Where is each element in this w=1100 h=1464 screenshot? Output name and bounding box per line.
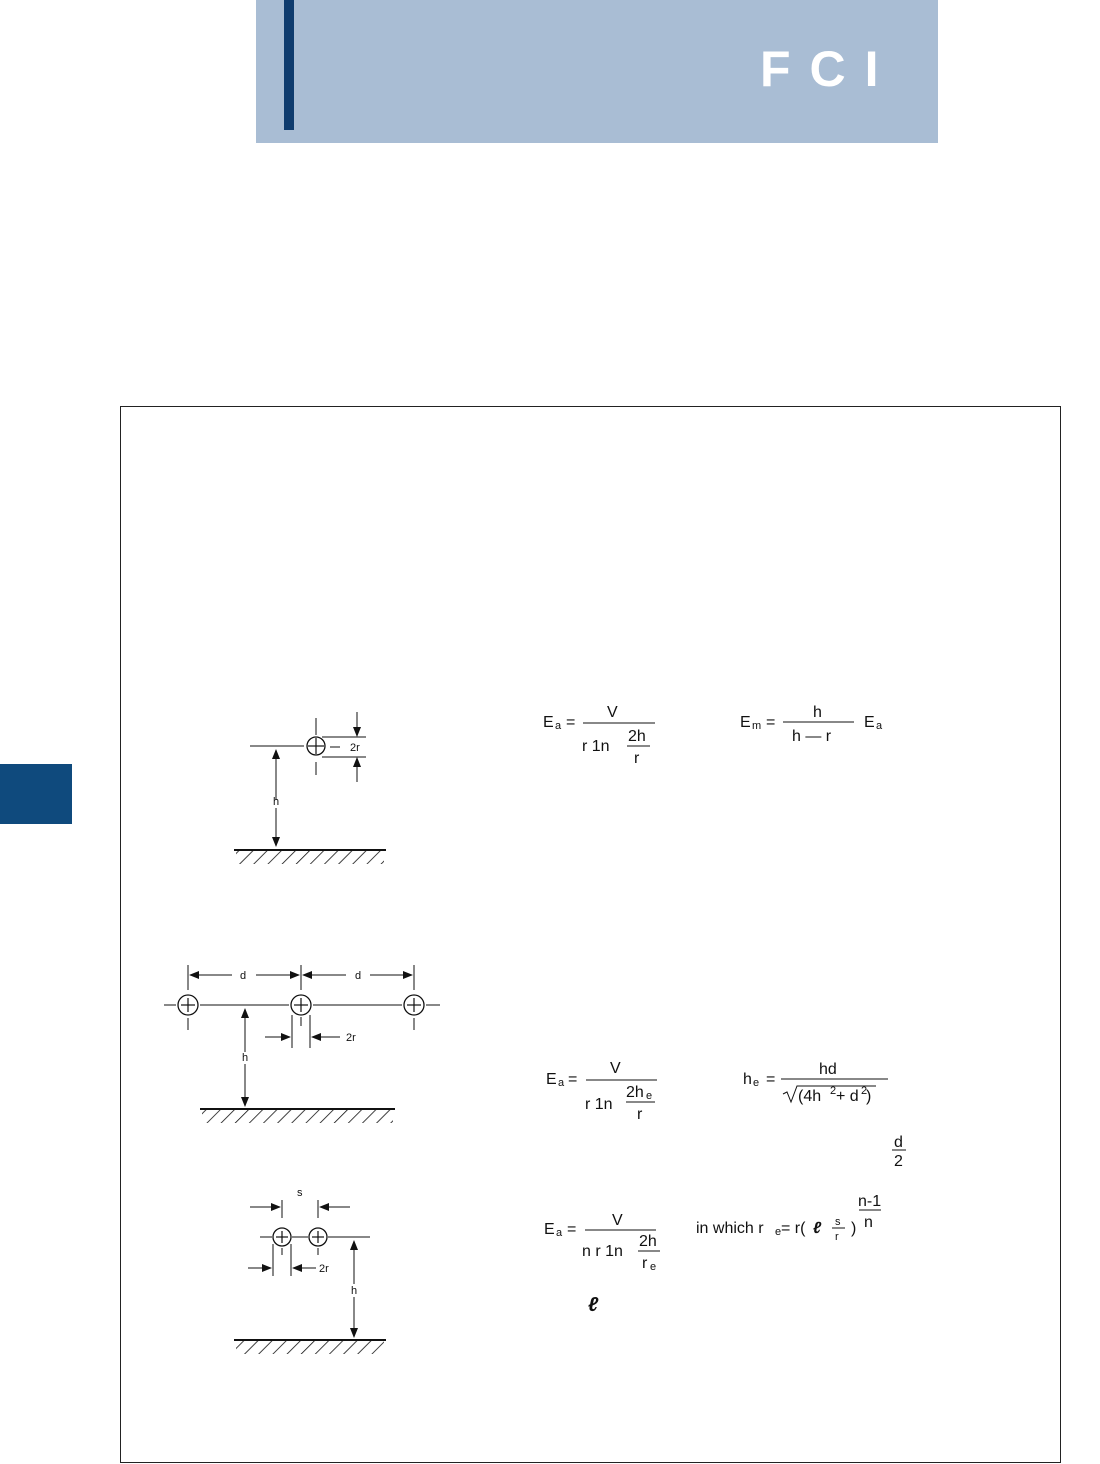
fraction-d-over-2	[892, 1134, 906, 1170]
svg-text:E: E	[543, 714, 554, 731]
svg-text:=: =	[566, 714, 576, 731]
svg-text:2: 2	[830, 1085, 837, 1097]
spacing-s-label: s	[297, 1187, 303, 1199]
svg-text:2h: 2h	[628, 728, 646, 745]
height-label-3: h	[351, 1285, 358, 1297]
svg-text:): )	[866, 1088, 872, 1105]
svg-text:V: V	[612, 1212, 623, 1229]
svg-text:E: E	[546, 1071, 557, 1088]
svg-text:n-1: n-1	[858, 1193, 882, 1210]
ground-hatch-2	[202, 1110, 393, 1123]
svg-text:r 1n: r 1n	[582, 738, 610, 755]
svg-text:e: e	[775, 1226, 782, 1238]
svg-text:ℓ: ℓ	[813, 1220, 822, 1237]
svg-text:E: E	[544, 1221, 555, 1238]
equation-em-single	[740, 704, 883, 745]
spacing-d-left: d	[240, 970, 247, 982]
svg-text:2h: 2h	[639, 1233, 657, 1250]
svg-text:2: 2	[894, 1153, 903, 1170]
diagram-single-conductor	[234, 712, 386, 864]
equation-he	[743, 1061, 888, 1105]
svg-text:a: a	[558, 1077, 565, 1089]
equation-ea-bundled	[544, 1212, 660, 1273]
height-label-2: h	[242, 1052, 249, 1064]
svg-text:a: a	[555, 720, 562, 732]
svg-text:d: d	[894, 1134, 903, 1151]
equation-re	[696, 1193, 881, 1243]
svg-text:=: =	[766, 1071, 776, 1088]
radius-label-3: 2r	[319, 1263, 329, 1275]
svg-text:=: =	[766, 714, 776, 731]
equation-ea-three	[546, 1060, 657, 1123]
svg-text:n r 1n: n r 1n	[582, 1243, 623, 1260]
ground-hatch	[236, 851, 384, 864]
svg-text:r: r	[634, 750, 640, 767]
svg-text:a: a	[556, 1227, 563, 1239]
svg-text:= r(: = r(	[781, 1220, 806, 1237]
svg-text:s: s	[835, 1216, 841, 1228]
radius-label-2: 2r	[346, 1032, 356, 1044]
diagram-bundled-conductors	[234, 1187, 386, 1354]
svg-text:e: e	[753, 1077, 760, 1089]
svg-text:V: V	[610, 1060, 621, 1077]
svg-text:hd: hd	[819, 1061, 837, 1078]
svg-text:(4h: (4h	[798, 1088, 822, 1105]
equation-ea-single	[543, 704, 655, 767]
svg-text:e: e	[646, 1090, 653, 1102]
svg-text:h: h	[813, 704, 822, 721]
svg-text:=: =	[568, 1071, 578, 1088]
ground-hatch-3	[236, 1341, 384, 1354]
diagram-three-conductors	[164, 965, 440, 1123]
svg-text:=: =	[567, 1221, 577, 1238]
svg-text:E: E	[740, 714, 751, 731]
radius-label: 2r	[350, 742, 360, 754]
svg-text:r: r	[642, 1255, 648, 1272]
height-label: h	[273, 796, 280, 808]
svg-text:a: a	[876, 720, 883, 732]
svg-text:n: n	[864, 1214, 873, 1231]
script-l-symbol: ℓ	[588, 1294, 599, 1316]
svg-text:e: e	[650, 1261, 657, 1273]
svg-text:r: r	[835, 1231, 839, 1243]
svg-text:h: h	[743, 1071, 752, 1088]
svg-text:r: r	[637, 1106, 643, 1123]
svg-text:in which r: in which r	[696, 1220, 764, 1237]
spacing-d-right: d	[355, 970, 362, 982]
svg-text:): )	[851, 1220, 857, 1237]
svg-text:2: 2	[861, 1085, 868, 1097]
svg-text:h — r: h — r	[792, 728, 832, 745]
svg-text:2h: 2h	[626, 1084, 644, 1101]
svg-text:V: V	[607, 704, 618, 721]
svg-text:+ d: + d	[836, 1088, 859, 1105]
svg-text:r 1n: r 1n	[585, 1096, 613, 1113]
fci-logo: FCI	[760, 41, 898, 97]
svg-text:E: E	[864, 714, 875, 731]
svg-text:m: m	[752, 720, 762, 732]
